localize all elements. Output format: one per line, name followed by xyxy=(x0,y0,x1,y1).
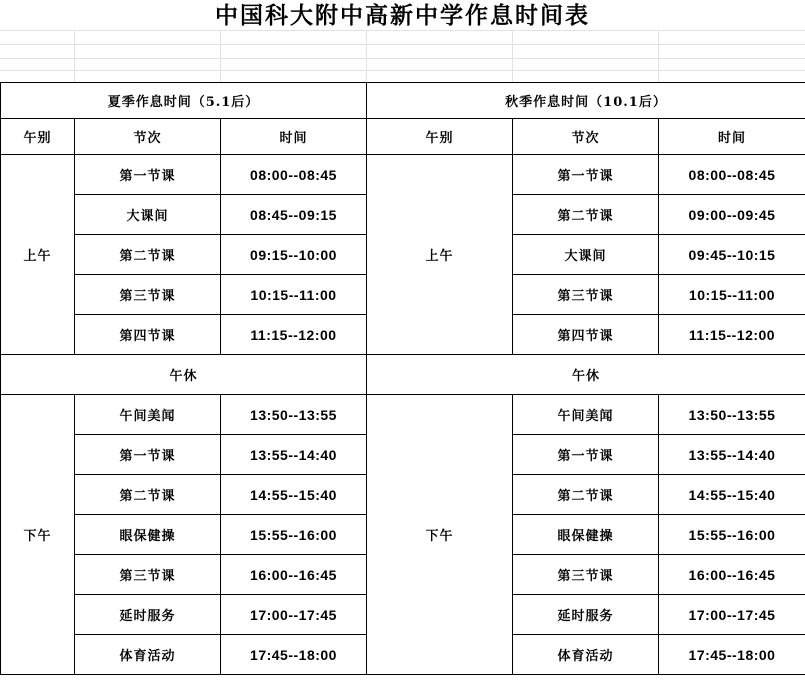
class-name-cell: 大课间 xyxy=(513,235,659,275)
time-cell: 15:55--16:00 xyxy=(221,515,367,555)
class-name-cell: 第一节课 xyxy=(513,435,659,475)
class-name-cell: 第一节课 xyxy=(513,155,659,195)
time-cell: 13:55--14:40 xyxy=(221,435,367,475)
summer-afternoon-label: 下午 xyxy=(1,395,75,675)
autumn-morning-label: 上午 xyxy=(367,155,513,355)
page-title: 中国科大附中高新中学作息时间表 xyxy=(215,2,590,29)
autumn-heading: 秋季作息时间（10.1后） xyxy=(367,83,805,119)
class-name-cell: 第一节课 xyxy=(75,435,221,475)
time-cell: 09:45--10:15 xyxy=(659,235,805,275)
class-name-cell: 第三节课 xyxy=(513,555,659,595)
schedule-table xyxy=(0,82,805,675)
noon-break-row xyxy=(1,355,805,395)
class-name-cell: 第二节课 xyxy=(75,475,221,515)
class-name-cell: 第二节课 xyxy=(513,475,659,515)
time-cell: 09:15--10:00 xyxy=(221,235,367,275)
table-row xyxy=(1,395,805,435)
class-name-cell: 第一节课 xyxy=(75,155,221,195)
class-name-cell: 延时服务 xyxy=(75,595,221,635)
time-cell: 11:15--12:00 xyxy=(659,315,805,355)
season-header-row xyxy=(1,83,805,119)
time-cell: 10:15--11:00 xyxy=(221,275,367,315)
time-cell: 11:15--12:00 xyxy=(221,315,367,355)
class-name-cell: 体育活动 xyxy=(513,635,659,675)
time-cell: 08:00--08:45 xyxy=(659,155,805,195)
time-cell: 08:00--08:45 xyxy=(221,155,367,195)
time-cell: 16:00--16:45 xyxy=(221,555,367,595)
class-name-cell: 延时服务 xyxy=(513,595,659,635)
class-name-cell: 第三节课 xyxy=(513,275,659,315)
class-name-cell: 眼保健操 xyxy=(75,515,221,555)
time-cell: 17:00--17:45 xyxy=(221,595,367,635)
class-name-cell: 第三节课 xyxy=(75,555,221,595)
summer-col-period: 午别 xyxy=(1,119,75,155)
time-cell: 14:55--15:40 xyxy=(221,475,367,515)
autumn-col-period: 午别 xyxy=(367,119,513,155)
autumn-afternoon-label: 下午 xyxy=(367,395,513,675)
time-cell: 14:55--15:40 xyxy=(659,475,805,515)
column-header-row xyxy=(1,119,805,155)
summer-morning-label: 上午 xyxy=(1,155,75,355)
summer-col-class: 节次 xyxy=(75,119,221,155)
autumn-col-class: 节次 xyxy=(513,119,659,155)
class-name-cell: 第二节课 xyxy=(513,195,659,235)
time-cell: 17:45--18:00 xyxy=(659,635,805,675)
time-cell: 17:00--17:45 xyxy=(659,595,805,635)
autumn-col-time: 时间 xyxy=(659,119,805,155)
class-name-cell: 眼保健操 xyxy=(513,515,659,555)
class-name-cell: 第四节课 xyxy=(513,315,659,355)
table-row xyxy=(1,155,805,195)
time-cell: 17:45--18:00 xyxy=(221,635,367,675)
time-cell: 08:45--09:15 xyxy=(221,195,367,235)
autumn-noon-label: 午休 xyxy=(367,355,805,395)
time-cell: 09:00--09:45 xyxy=(659,195,805,235)
time-cell: 10:15--11:00 xyxy=(659,275,805,315)
time-cell: 16:00--16:45 xyxy=(659,555,805,595)
class-name-cell: 午间美闻 xyxy=(513,395,659,435)
class-name-cell: 午间美闻 xyxy=(75,395,221,435)
time-cell: 13:50--13:55 xyxy=(221,395,367,435)
class-name-cell: 第三节课 xyxy=(75,275,221,315)
class-name-cell: 第二节课 xyxy=(75,235,221,275)
time-cell: 13:50--13:55 xyxy=(659,395,805,435)
class-name-cell: 体育活动 xyxy=(75,635,221,675)
summer-heading: 夏季作息时间（5.1后） xyxy=(1,83,367,119)
time-cell: 13:55--14:40 xyxy=(659,435,805,475)
class-name-cell: 第四节课 xyxy=(75,315,221,355)
time-cell: 15:55--16:00 xyxy=(659,515,805,555)
summer-col-time: 时间 xyxy=(221,119,367,155)
summer-noon-label: 午休 xyxy=(1,355,367,395)
class-name-cell: 大课间 xyxy=(75,195,221,235)
